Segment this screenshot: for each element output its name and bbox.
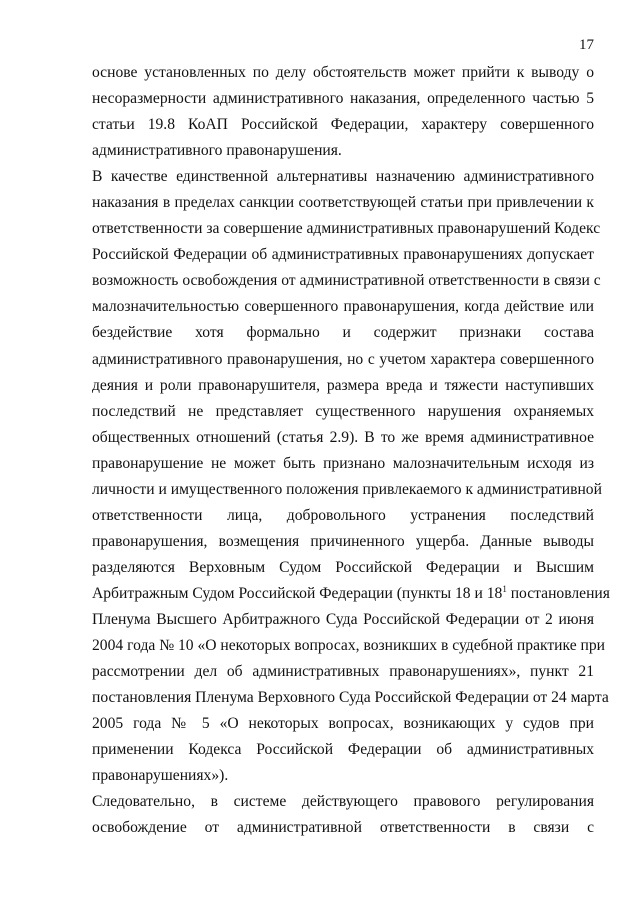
text-line: правонарушения, возмещения причиненного ущерба. Данные выводы (92, 532, 594, 550)
text-line: Пленума Высшего Арбитражного Суда Российской Федерации от 2 июня (92, 610, 594, 628)
paragraph-3 (92, 789, 594, 841)
text-line: применении Кодекса Российской Федерации об административных (92, 741, 594, 759)
text-line: административного правонарушения, но с учетом характера совершенного (92, 350, 594, 368)
text-line: бездействие хотя формально и содержит признаки состава (92, 324, 594, 342)
text-line: постановления Пленума Верховного Суда Российской Федерации от 24 марта (92, 689, 609, 707)
text-line: В качестве единственной альтернативы назначению административного (92, 168, 594, 186)
text-line: деяния и роли правонарушителя, размера вреда и тяжести наступивших (92, 376, 594, 394)
text-line: несоразмерности административного наказания, определенного частью 5 (92, 90, 594, 108)
text-line: правонарушение не может быть признано малозначительным исходя из (92, 454, 594, 472)
text-line: ответственности лица, добровольного устранения последствий (92, 506, 594, 524)
text-line: правонарушениях»). (92, 767, 229, 785)
text-fragment: Арбитражным Судом Российской Федерации (пункты 18 и 18 (92, 584, 503, 602)
text-line: 2005 года № 5 «О некоторых вопросах, возникающих у судов при (92, 715, 594, 733)
text-line: последствий не представляет существенного нарушения охраняемых (92, 402, 594, 420)
text-line: Российской Федерации об административных правонарушениях допускает (92, 246, 594, 264)
text-line: рассмотрении дел об административных правонарушениях», пункт 21 (92, 663, 594, 681)
text-line-with-footnote (92, 581, 610, 607)
text-line: малозначительностью совершенного правонарушения, когда действие или (92, 298, 594, 316)
text-line: административного правонарушения. (92, 142, 342, 160)
paragraph-2 (92, 164, 610, 789)
text-line: разделяются Верховным Судом Российской Федерации и Высшим (92, 558, 594, 576)
paragraph-1 (92, 60, 594, 164)
text-line: освобождение от административной ответственности в связи с (92, 819, 594, 837)
text-line: 2004 года № 10 «О некоторых вопросах, возникших в судебной практике при (92, 637, 606, 655)
text-line: общественных отношений (статья 2.9). В то же время административное (92, 428, 594, 446)
text-line: ответственности за совершение административных правонарушений Кодекс (92, 220, 601, 238)
document-body (92, 60, 610, 841)
text-line: Следовательно, в системе действующего правового регулирования (92, 793, 594, 811)
text-fragment: постановления (506, 584, 610, 602)
text-line: наказания в пределах санкции соответствующей статьи при привлечении к (92, 194, 594, 212)
page-number: 17 (579, 37, 594, 53)
footnote-superscript: 1 (502, 583, 507, 594)
text-line: статьи 19.8 КоАП Российской Федерации, характеру совершенного (92, 116, 594, 134)
text-line: основе установленных по делу обстоятельств может прийти к выводу о (92, 64, 594, 81)
text-line: возможность освобождения от административной ответственности в связи с (92, 272, 601, 290)
text-line: личности и имущественного положения привлекаемого к административной (92, 480, 602, 498)
